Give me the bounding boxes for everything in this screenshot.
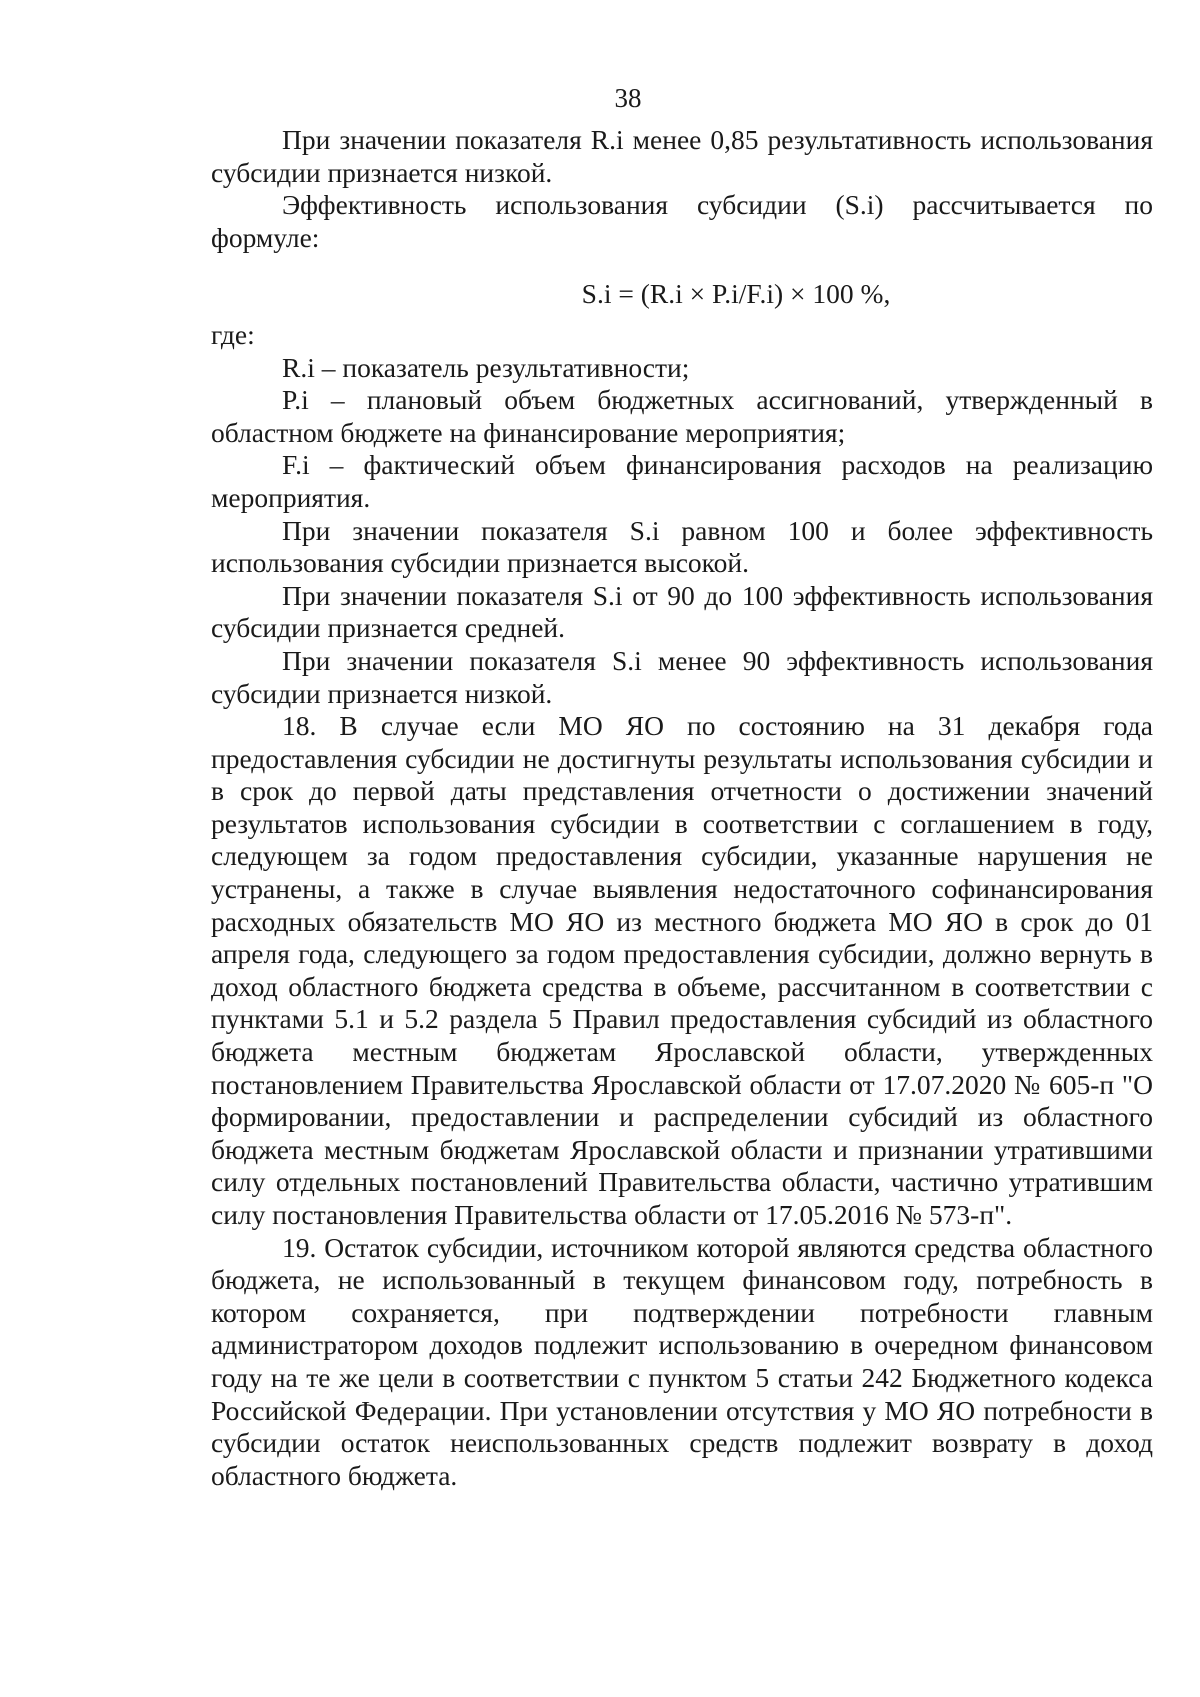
paragraph-efficiency-low: При значении показателя S.i менее 90 эффективность использования субсидии признается низкой. — [211, 644, 1153, 709]
page-number: 38 — [614, 83, 642, 113]
definition-ri: R.i – показатель результативности; — [282, 351, 690, 383]
document-body — [211, 124, 1153, 1492]
definition-pi: P.i – плановый объем бюджетных ассигнований, утвержденный в областном бюджете на финансирование мероприятия; — [211, 384, 1153, 448]
paragraph-efficiency-intro: Эффективность использования субсидии (S.i) рассчитывается по формуле: — [211, 189, 1153, 253]
where-label: где: — [211, 318, 255, 350]
clause-18: 18. В случае если МО ЯО по состоянию на 31 декабря года предоставления субсидии не достигнуты результаты использования субсидии и в срок до первой даты представления отчетности о достижении значений результатов использования субсидии в соответствии с соглашением в году, следующем за годом предоставления субсидии, указанные нарушения не устранены, а также в случае выявления недостаточного софинансирования расходных обязательств МО ЯО из местного бюджета МО ЯО в срок до 01 апреля года, следующего за годом предоставления субсидии, должно вернуть в доход областного бюджета средства в объеме, рассчитанном в соответствии с пунктами 5.1 и 5.2 раздела 5 Правил предоставления субсидий из областного бюджета местным бюджетам Ярославской области, утвержденных постановлением Правительства Ярославской области от 17.07.2020 № 605-п "О формировании, предоставлении и распределении субсидий из областного бюджета местным бюджетам Ярославской области и признании утратившими силу отдельных постановлений Правительства области, частично утратившим силу постановления Правительства области от 17.05.2016 № 573-п". — [211, 710, 1153, 1230]
definition-fi: F.i – фактический объем финансирования расходов на реализацию мероприятия. — [211, 449, 1153, 513]
paragraph-low-result: При значении показателя R.i менее 0,85 результативность использования субсидии признается низкой. — [211, 124, 1153, 188]
efficiency-formula: S.i = (R.i × P.i/F.i) × 100 %, — [581, 278, 891, 310]
paragraph-efficiency-high: При значении показателя S.i равном 100 и более эффективность использования субсидии признается высокой. — [211, 514, 1153, 579]
paragraph-efficiency-medium: При значении показателя S.i от 90 до 100 эффективность использования субсидии признается средней. — [211, 579, 1153, 644]
clause-19: 19. Остаток субсидии, источником которой являются средства областного бюджета, не использованный в текущем финансовом году, потребность в котором сохраняется, при подтверждении потребности главным администратором доходов подлежит использованию в очередном финансовом году на те же цели в соответствии с пунктом 5 статьи 242 Бюджетного кодекса Российской Федерации. При установлении отсутствия у МО ЯО потребности в субсидии остаток неиспользованных средств подлежит возврату в доход областного бюджета. — [211, 1231, 1153, 1491]
